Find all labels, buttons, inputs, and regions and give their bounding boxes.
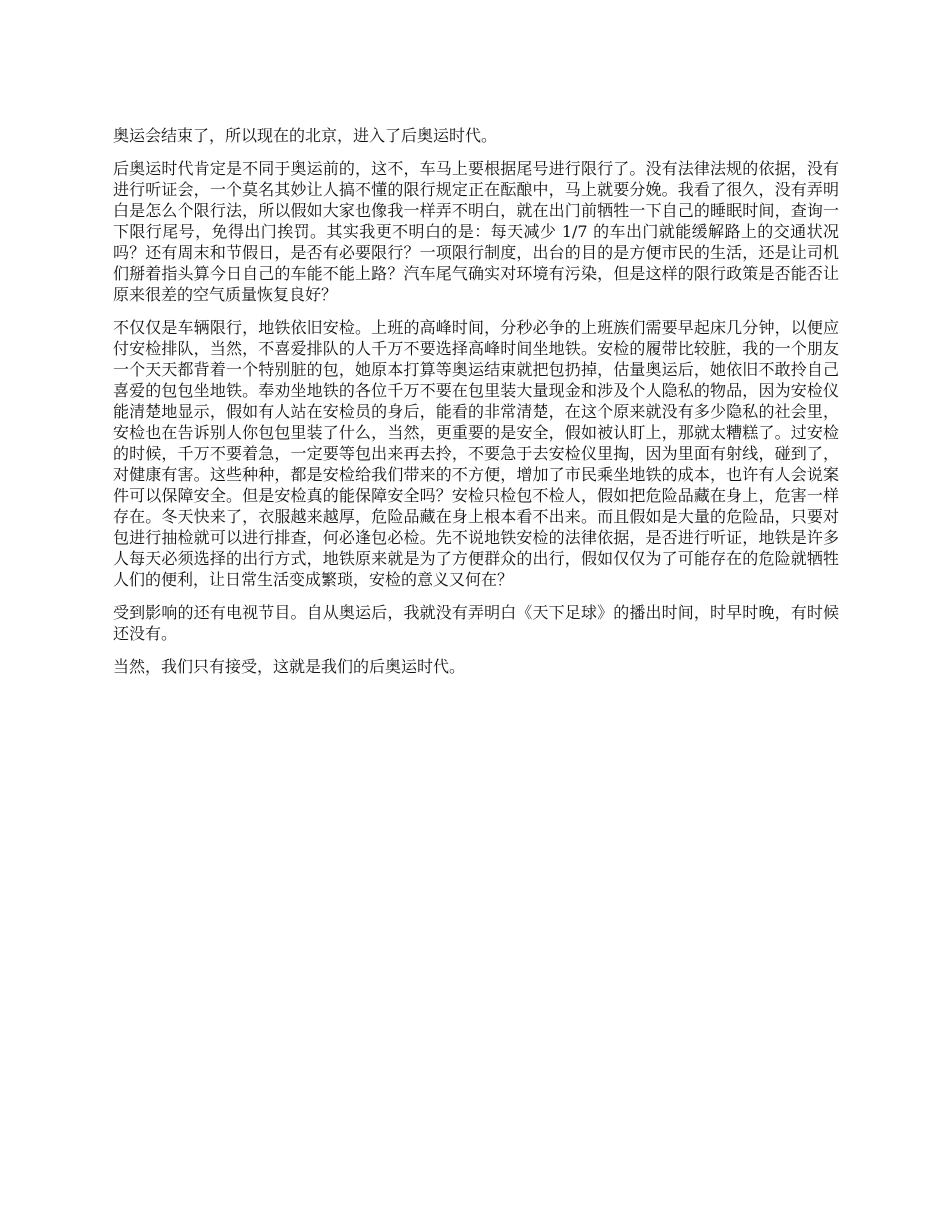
paragraph-2: 后奥运时代肯定是不同于奥运前的，这不，车马上要根据尾号进行限行了。没有法律法规的依据，没有进行听证会，一个莫名其妙让人搞不懂的限行规定正在酝酿中，马上就要分娩。我看了很久，没有弄明白是怎么个限行法，所以假如大家也像我一样弄不明白，就在出门前牺牲一下自己的睡眠时间，查询一下限行尾号，免得出门挨罚。其实我更不明白的是：每天减少 1/7 的车出门就能缓解路上的交通状况吗？还有周末和节假日，是否有必要限行？一项限行制度，出台的目的是方便市民的生活，还是让司机们掰着指头算今日自己的车能不能上路？汽车尾气确实对环境有污染，但是这样的限行政策是否能否让原来很差的空气质量恢复良好？ [113,159,839,304]
paragraph-4: 受到影响的还有电视节目。自从奥运后，我就没有弄明白《天下足球》的播出时间，时早时晚，有时候还没有。 [113,603,839,643]
paragraph-5: 当然，我们只有接受，这就是我们的后奥运时代。 [113,657,466,676]
paragraph-3: 不仅仅是车辆限行，地铁依旧安检。上班的高峰时间，分秒必争的上班族们需要早起床几分钟，以便应付安检排队，当然，不喜爱排队的人千万不要选择高峰时间坐地铁。安检的履带比较脏，我的一个朋友一个天天都背着一个特别脏的包，她原本打算等奥运结束就把包扔掉，估量奥运后，她依旧不敢拎自己喜爱的包包坐地铁。奉劝坐地铁的各位千万不要在包里装大量现金和涉及个人隐私的物品，因为安检仪能清楚地显示，假如有人站在安检员的身后，能看的非常清楚，在这个原来就没有多少隐私的社会里，安检也在告诉别人你包包里装了什么，当然，更重要的是安全，假如被认盯上，那就太糟糕了。过安检的时候，千万不要着急，一定要等包出来再去拎，不要急于去安检仪里掏，因为里面有射线，碰到了，对健康有害。这些种种，都是安检给我们带来的不方便，增加了市民乘坐地铁的成本，也许有人会说案件可以保障安全。但是安检真的能保障安全吗？安检只检包不检人，假如把危险品藏在身上，危害一样存在。冬天快来了，衣服越来越厚，危险品藏在身上根本看不出来。而且假如是大量的危险品，只要对包进行抽检就可以进行排查，何必逢包必检。先不说地铁安检的法律依据，是否进行听证，地铁是许多人每天必须选择的出行方式，地铁原来就是为了方便群众的出行，假如仅仅为了可能存在的危险就牺牲人们的便利，让日常生活变成繁琐，安检的意义又何在？ [113,318,839,589]
document-body [113,125,839,689]
paragraph-1: 奥运会结束了，所以现在的北京，进入了后奥运时代。 [113,126,498,145]
